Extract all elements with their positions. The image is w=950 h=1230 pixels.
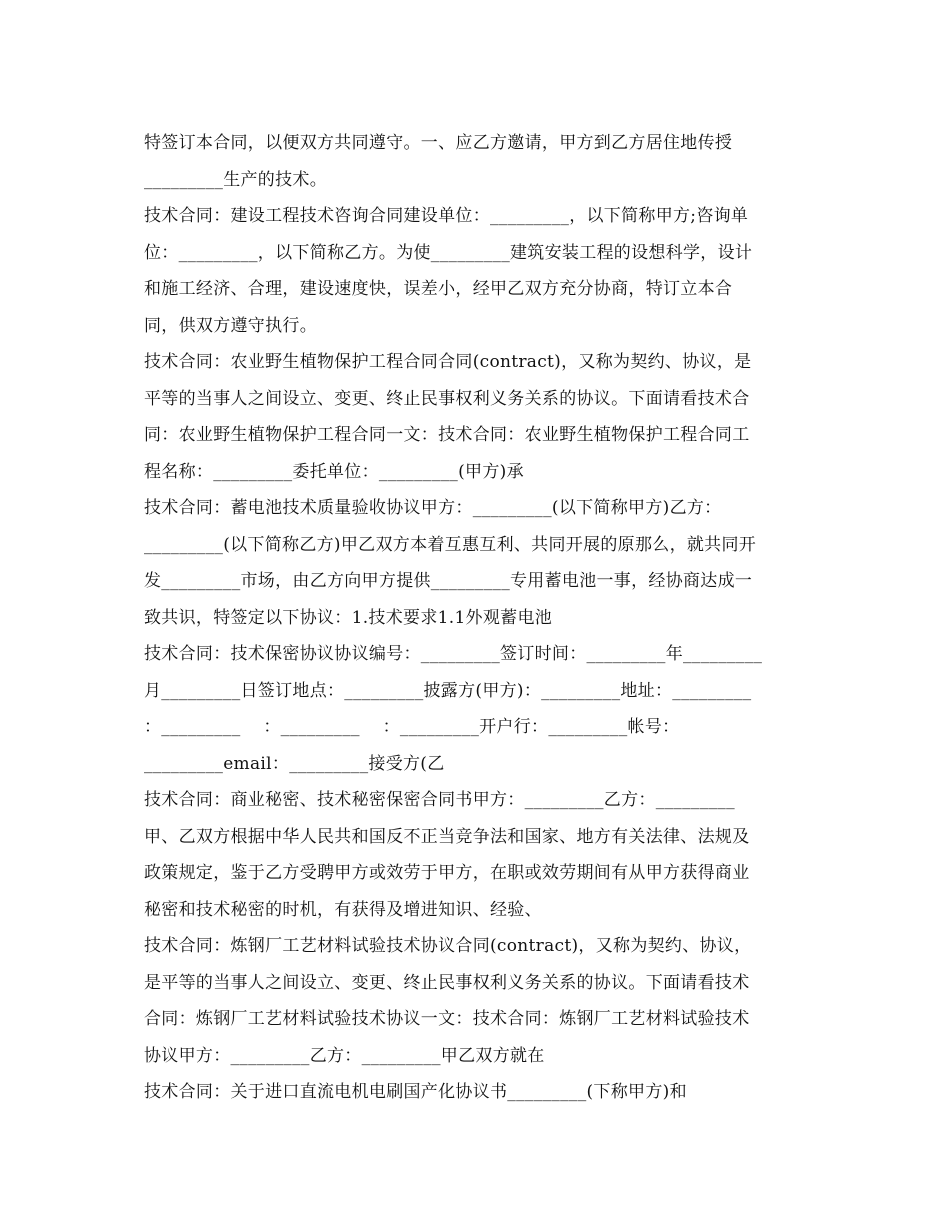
text-line: 秘密和技术秘密的时机，有获得及增进知识、经验、	[144, 899, 542, 920]
text-line: 合同：炼钢厂工艺材料试验技术协议一文：技术合同：炼钢厂工艺材料试验技术	[144, 1009, 750, 1029]
text-line: 协议甲方：_________乙方：_________甲乙双方就在	[144, 1045, 545, 1066]
text-line: 特签订本合同，以便双方共同遵守。一、应乙方邀请，甲方到乙方居住地传授	[144, 133, 733, 153]
text-line: _________(以下简称乙方)甲乙双方本着互惠互利、共同开展的原那么，就共同开	[144, 534, 757, 555]
text-line: 位：_________，以下简称乙方。为使_________建筑安装工程的设想科学，设计	[144, 242, 753, 263]
text-line: 同：农业野生植物保护工程合同一文：技术合同：农业野生植物保护工程合同工	[144, 425, 750, 445]
text-line: 是平等的当事人之间设立、变更、终止民事权利义务关系的协议。下面请看技术	[144, 972, 750, 993]
text-line: 技术合同：蓄电池技术质量验收协议甲方：_________(以下简称甲方)乙方：	[144, 498, 722, 518]
text-line: 发_________市场，由乙方向甲方提供_________专用蓄电池一事，经协商达成一	[144, 571, 753, 591]
text-line: 技术合同：技术保密协议协议编号：_________签订时间：_________年_________	[144, 644, 763, 664]
text-line: 技术合同：农业野生植物保护工程合同合同(contract)，又称为契约、协议，是	[144, 352, 752, 372]
text-line: 同，供双方遵守执行。	[144, 315, 317, 336]
text-line: 和施工经济、合理，建设速度快，误差小，经甲乙双方充分协商，特订立本合	[144, 279, 733, 299]
text-line: 技术合同：关于进口直流电机电刷国产化协议书_________(下称甲方)和	[144, 1082, 687, 1102]
text-line: _________生产的技术。	[144, 169, 327, 190]
text-line: 月_________日签订地点：_________披露方(甲方)：_________地址：_________	[144, 680, 752, 701]
text-line: 致共识，特签定以下协议：1.技术要求1.1外观蓄电池	[144, 607, 553, 628]
text-line: 政策规定，鉴于乙方受聘甲方或效劳于甲方，在职或效劳期间有从甲方获得商业	[144, 863, 750, 883]
document-body	[144, 125, 809, 1111]
text-line: 技术合同：炼钢厂工艺材料试验技术协议合同(contract)，又称为契约、协议，	[144, 936, 752, 956]
text-line: 甲、乙双方根据中华人民共和国反不正当竞争法和国家、地方有关法律、法规及	[144, 826, 750, 847]
text-line: 程名称：_________委托单位：_________(甲方)承	[144, 461, 524, 482]
text-line: 技术合同：建设工程技术咨询合同建设单位：_________，以下简称甲方;咨询单	[144, 206, 749, 226]
text-line: _________email：_________接受方(乙	[144, 753, 445, 774]
text-line: 技术合同：商业秘密、技术秘密保密合同书甲方：_________乙方：_________	[144, 790, 735, 810]
text-line: 平等的当事人之间设立、变更、终止民事权利义务关系的协议。下面请看技术合	[144, 388, 750, 409]
text-line: ：_________ ：_________ ：_________开户行：_________帐号：	[144, 717, 680, 737]
